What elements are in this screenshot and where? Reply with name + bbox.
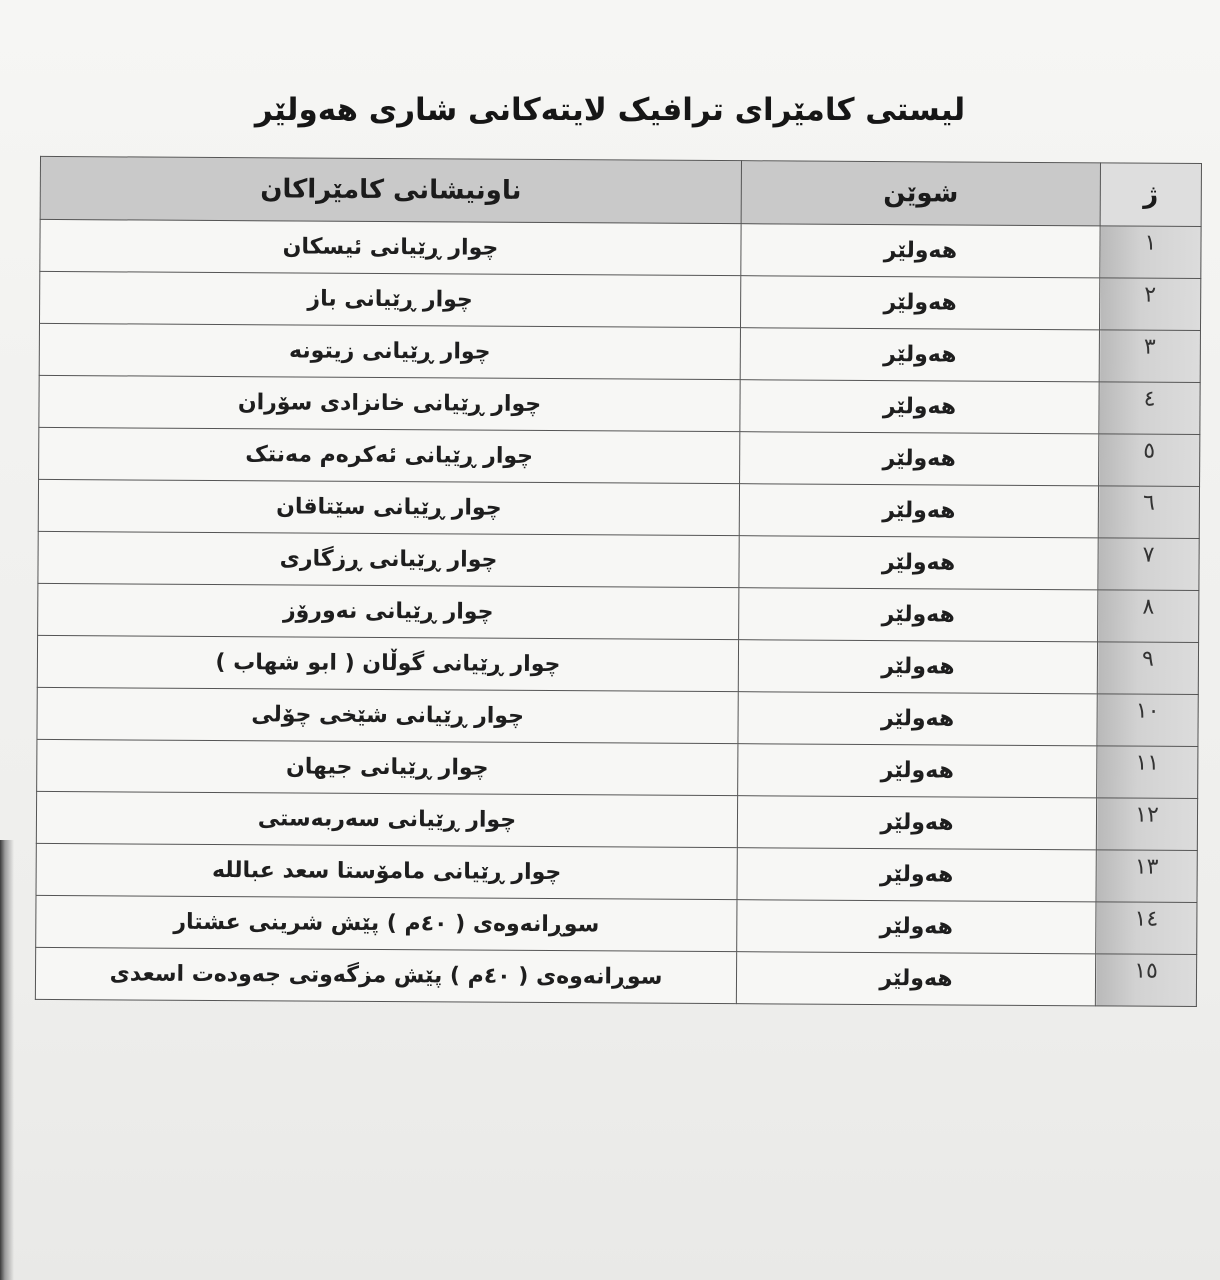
header-place: شوێن — [741, 161, 1100, 226]
row-number-cell: ٤ — [1099, 382, 1200, 435]
row-camera-location-cell: چوار ڕێیانی سێتاقان — [38, 479, 739, 535]
row-camera-location-cell: چوار ڕێیانی گوڵان ( ابو شهاب ) — [37, 635, 738, 691]
row-number-cell: ٣ — [1099, 330, 1200, 383]
camera-list-table — [35, 156, 1202, 1007]
row-place-cell: هەولێر — [738, 640, 1097, 694]
table-row — [37, 687, 1198, 746]
table-row — [39, 375, 1200, 434]
row-number-cell: ٢ — [1099, 278, 1200, 331]
table-row — [37, 739, 1198, 798]
table-row — [38, 583, 1199, 642]
row-camera-location-cell: چوار ڕێیانی نەورۆز — [38, 583, 739, 639]
row-place-cell: هەولێر — [738, 692, 1097, 746]
row-number-cell: ٩ — [1097, 642, 1198, 695]
row-number-cell: ١٥ — [1095, 954, 1196, 1007]
row-number-cell: ١ — [1100, 226, 1201, 279]
row-camera-location-cell: چوار ڕێیانی ئەکرەم مەنتک — [39, 427, 740, 483]
table-row — [39, 271, 1200, 330]
table-row — [37, 635, 1198, 694]
row-number-cell: ٨ — [1098, 590, 1199, 643]
row-number-cell: ١٠ — [1097, 694, 1198, 747]
row-camera-location-cell: چوار ڕێیانی زیتونە — [39, 323, 740, 379]
row-camera-location-cell: چوار ڕێیانی جیهان — [37, 739, 738, 795]
table-header-row — [40, 156, 1201, 226]
row-place-cell: هەولێر — [737, 796, 1096, 850]
row-place-cell: هەولێر — [739, 588, 1098, 642]
page-edge-shadow — [0, 840, 14, 1280]
row-number-cell: ٥ — [1099, 434, 1200, 487]
table-row — [38, 479, 1199, 538]
row-number-cell: ٧ — [1098, 538, 1199, 591]
row-camera-location-cell: چوار ڕێیانی ئیسکان — [40, 219, 741, 275]
row-camera-location-cell: چوار ڕێیانی خانزادی سۆران — [39, 375, 740, 431]
table-row — [40, 219, 1201, 278]
row-camera-location-cell: سوڕانەوەی ( ٤٠م ) پێش مزگەوتی جەودەت اسعدی — [35, 947, 736, 1003]
row-camera-location-cell: چوار ڕێیانی شێخی چۆلی — [37, 687, 738, 743]
table-row — [36, 895, 1197, 954]
row-place-cell: هەولێر — [736, 952, 1095, 1006]
row-place-cell: هەولێر — [737, 900, 1096, 954]
table-row — [36, 843, 1197, 902]
row-place-cell: هەولێر — [740, 432, 1099, 486]
row-place-cell: هەولێر — [740, 328, 1099, 382]
row-camera-location-cell: سوڕانەوەی ( ٤٠م ) پێش شرینی عشتار — [36, 895, 737, 951]
table-row — [39, 427, 1200, 486]
row-number-cell: ١٣ — [1096, 850, 1197, 903]
row-camera-location-cell: چوار ڕێیانی ڕزگاری — [38, 531, 739, 587]
header-camera-location: ناونیشانی کامێراکان — [40, 156, 741, 223]
row-place-cell: هەولێر — [739, 536, 1098, 590]
row-place-cell: هەولێر — [737, 848, 1096, 902]
header-number: ژ — [1100, 163, 1201, 227]
row-place-cell: هەولێر — [740, 276, 1099, 330]
row-place-cell: هەولێر — [741, 224, 1100, 278]
row-number-cell: ٦ — [1098, 486, 1199, 539]
row-camera-location-cell: چوار ڕێیانی سەربەستی — [36, 791, 737, 847]
row-number-cell: ١٢ — [1096, 798, 1197, 851]
table-row — [39, 323, 1200, 382]
row-number-cell: ١٤ — [1096, 902, 1197, 955]
document-title: لیستی کامێرای ترافیک لایتەکانی شاری هەولێر — [254, 92, 966, 128]
table-row — [35, 947, 1196, 1006]
table-row — [36, 791, 1197, 850]
table-row — [38, 531, 1199, 590]
row-number-cell: ١١ — [1097, 746, 1198, 799]
row-camera-location-cell: چوار ڕێیانی مامۆستا سعد عبالله — [36, 843, 737, 899]
row-camera-location-cell: چوار ڕێیانی باز — [39, 271, 740, 327]
row-place-cell: هەولێر — [738, 744, 1097, 798]
table-body — [35, 219, 1201, 1006]
row-place-cell: هەولێر — [739, 484, 1098, 538]
row-place-cell: هەولێر — [740, 380, 1099, 434]
